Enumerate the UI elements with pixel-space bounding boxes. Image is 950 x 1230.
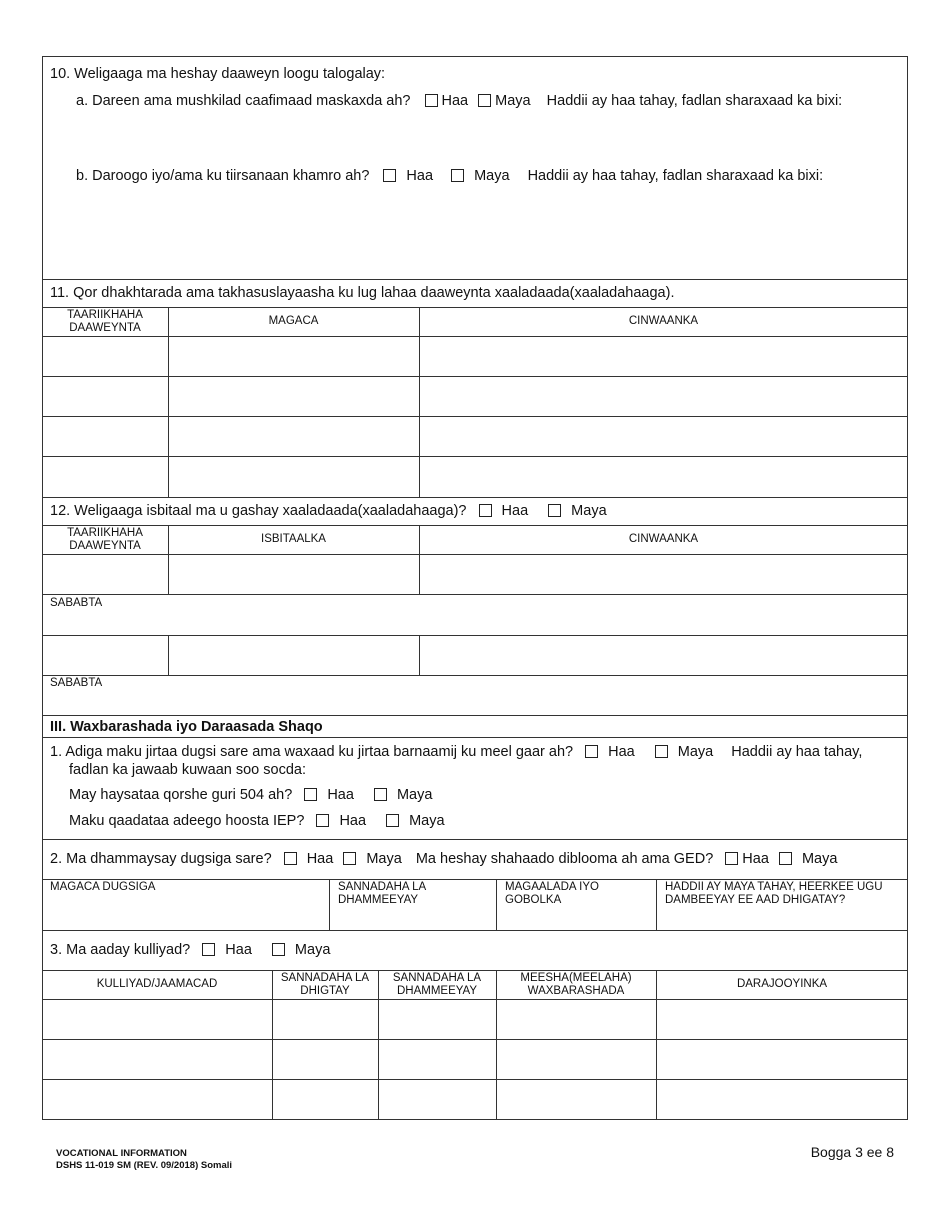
s3q1-sub2-no-checkbox[interactable] xyxy=(386,814,399,827)
s3q1-sub1-row xyxy=(69,787,432,803)
q10b-yes-checkbox[interactable] xyxy=(383,169,396,182)
s3q1-no-checkbox[interactable] xyxy=(655,745,668,758)
s3q1-sub2-no-label: Maya xyxy=(409,813,445,829)
s3q3-col-degrees: DARAJOOYINKA xyxy=(736,978,828,990)
q11-title: 11. Qor dhakhtarada ama takhasuslayaasha ku lug lahaa daaweynta xaaladaada(xaaladahaaga). xyxy=(50,285,675,301)
form-frame xyxy=(42,56,908,1120)
q10a-no-label: Maya xyxy=(495,93,531,109)
q10b-text: b. Daroogo iyo/ama ku tiirsanaan khamro ah? xyxy=(76,168,370,184)
s3q1-sub2-yes-label: Haa xyxy=(339,813,367,829)
s3q3-row xyxy=(50,942,330,958)
q10b-no-checkbox[interactable] xyxy=(451,169,464,182)
q10a-row xyxy=(76,93,842,109)
q12-col-address: CINWAANKA xyxy=(628,533,699,545)
q12-col-hospital: ISBITAALKA xyxy=(261,533,326,545)
s3q3-yes-checkbox[interactable] xyxy=(202,943,215,956)
s3q1-sub1-yes-checkbox[interactable] xyxy=(304,788,317,801)
s3q3-col-completed: SANNADAHA LA DHAMMEEYAY xyxy=(392,971,482,997)
q10b-no-label: Maya xyxy=(474,168,510,184)
q12-no-label: Maya xyxy=(571,503,607,519)
q11-col-date: TAARIIKHAHA DAAWEYNTA xyxy=(67,308,143,334)
s3q2-col-city: MAGAALADA IYO GOBOLKA xyxy=(505,881,599,906)
q10b-row xyxy=(76,168,823,184)
q12-title: 12. Weligaaga isbitaal ma u gashay xaaladaada(xaaladahaaga)? xyxy=(50,503,467,519)
s3q1-yes-checkbox[interactable] xyxy=(585,745,598,758)
page-number: Bogga 3 ee 8 xyxy=(810,1144,894,1160)
s3q1-row xyxy=(50,744,862,760)
s3q3-yes-label: Haa xyxy=(225,942,252,958)
footer-title: VOCATIONAL INFORMATION xyxy=(56,1148,187,1159)
s3q1-sub1-yes-label: Haa xyxy=(327,787,354,803)
s3q3-col-majors: MEESHA(MEELAHA) WAXBARASHADA xyxy=(520,971,632,997)
s3q2-no-label: Maya xyxy=(366,851,402,867)
s3q1-yes-label: Haa xyxy=(608,744,635,760)
q10a-no-checkbox[interactable] xyxy=(478,94,491,107)
s3q1-text: 1. Adiga maku jirtaa dugsi sare ama waxaad ku jirtaa barnaamij ku meel gaar ah? xyxy=(50,744,574,760)
s3q1-sub1-no-label: Maya xyxy=(396,787,433,803)
s3q2-text: 2. Ma dhammaysay dugsiga sare? xyxy=(50,851,272,867)
s3q2-ged-yes-checkbox[interactable] xyxy=(725,852,738,865)
section3-title: III. Waxbarashada iyo Daraasada Shaqo xyxy=(50,719,323,735)
s3q2-text2: Ma heshay shahaado diblooma ah ama GED? xyxy=(415,851,714,867)
s3q2-col-year: SANNADAHA LA DHAMMEEYAY xyxy=(338,881,426,906)
s3q1-sub1-text: May haysataa qorshe guri 504 ah? xyxy=(69,787,293,803)
s3q1-sub2-row xyxy=(69,813,445,829)
q12-reason-label-2: SABABTA xyxy=(50,677,103,689)
s3q1-sub2-text: Maku qaadataa adeego hoosta IEP? xyxy=(69,813,305,829)
q12-row xyxy=(50,503,607,519)
s3q1-explain2: fadlan ka jawaab kuwaan soo socda: xyxy=(69,762,306,778)
q10a-yes-label: Haa xyxy=(441,93,469,109)
s3q2-yes-checkbox[interactable] xyxy=(284,852,297,865)
q11-col-address: CINWAANKA xyxy=(628,315,699,327)
s3q2-no-checkbox[interactable] xyxy=(343,852,356,865)
s3q2-col-school: MAGACA DUGSIGA xyxy=(50,881,156,893)
q12-yes-label: Haa xyxy=(501,503,529,519)
s3q1-sub2-yes-checkbox[interactable] xyxy=(316,814,329,827)
q12-col-date: TAARIIKHAHA DAAWEYNTA xyxy=(67,526,143,552)
q12-yes-checkbox[interactable] xyxy=(479,504,492,517)
q10a-explain: Haddii ay haa tahay, fadlan sharaxaad ka bixi: xyxy=(546,93,843,109)
q11-name-input[interactable] xyxy=(168,337,419,375)
s3q2-ged-no-checkbox[interactable] xyxy=(779,852,792,865)
s3q1-explain: Haddii ay haa tahay, xyxy=(731,744,863,760)
q10a-text: a. Dareen ama mushkilad caafimaad maskaxda ah? xyxy=(76,93,411,109)
q11-col-name: MAGACA xyxy=(268,315,319,327)
s3q3-col-college: KULLIYAD/JAAMACAD xyxy=(96,978,218,990)
footer-form-id: DSHS 11-019 SM (REV. 09/2018) Somali xyxy=(56,1160,233,1171)
q10b-yes-label: Haa xyxy=(406,168,434,184)
s3q3-no-label: Maya xyxy=(294,942,331,958)
s3q2-yes-label: Haa xyxy=(306,851,334,867)
q12-no-checkbox[interactable] xyxy=(548,504,561,517)
q10b-explain: Haddii ay haa tahay, fadlan sharaxaad ka bixi: xyxy=(527,168,824,184)
q10-title: 10. Weligaaga ma heshay daaweyn loogu talogalay: xyxy=(50,66,386,82)
s3q3-col-attended: SANNADAHA LA DHIGTAY xyxy=(280,971,370,997)
s3q1-no-label: Maya xyxy=(677,744,714,760)
s3q3-no-checkbox[interactable] xyxy=(272,943,285,956)
q12-reason-label-1: SABABTA xyxy=(50,597,103,609)
s3q1-sub1-no-checkbox[interactable] xyxy=(374,788,387,801)
s3q3-text: 3. Ma aaday kulliyad? xyxy=(50,942,191,958)
s3q2-ged-yes-label: Haa xyxy=(742,851,769,867)
s3q2-ged-no-label: Maya xyxy=(801,851,838,867)
q10a-yes-checkbox[interactable] xyxy=(425,94,438,107)
s3q2-col-grade: HADDII AY MAYA TAHAY, HEERKEE UGU DAMBEEYAY EE AAD DHIGATAY? xyxy=(665,881,883,906)
s3q2-row xyxy=(50,851,837,867)
